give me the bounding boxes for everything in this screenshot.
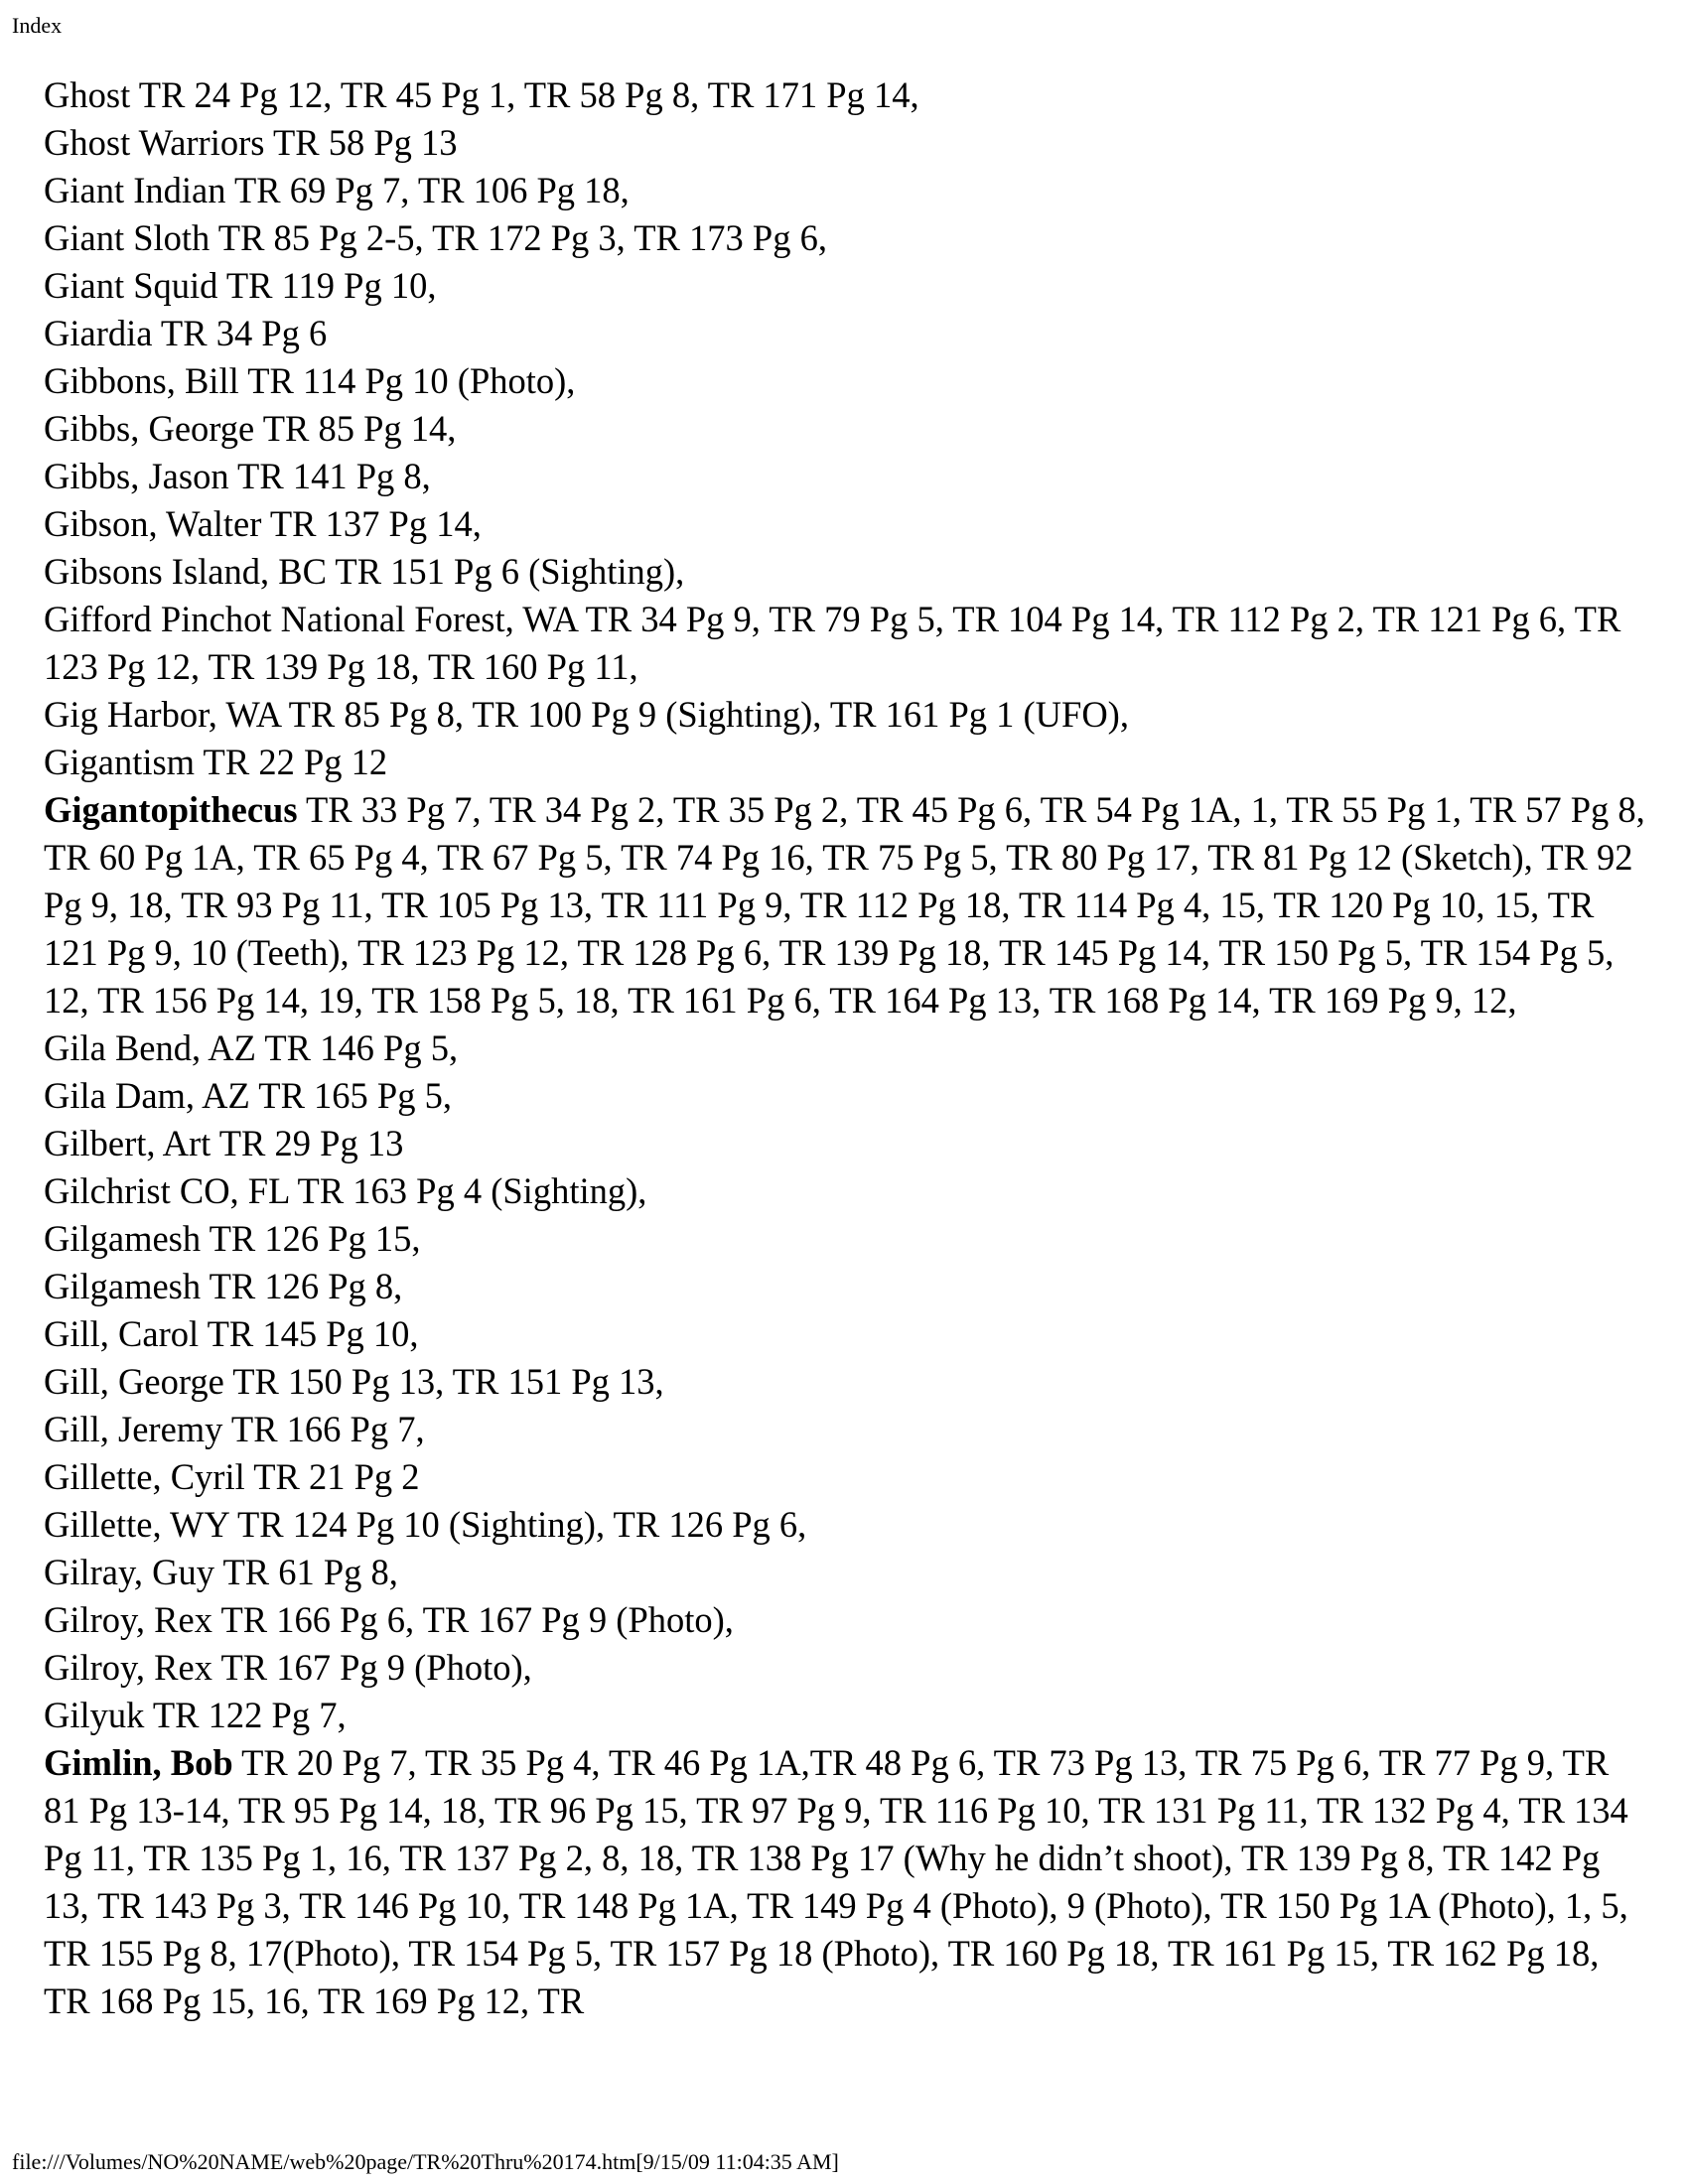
page-header-title: Index — [12, 13, 63, 38]
index-entry — [44, 119, 1652, 167]
index-references: TR 85 Pg 2-5, TR 172 Pg 3, TR 173 Pg 6, — [217, 217, 827, 258]
index-term: Gibbs, Jason — [44, 456, 229, 496]
index-references: TR 126 Pg 8, — [209, 1266, 403, 1306]
index-entry — [44, 1692, 1652, 1739]
index-term: Gill, Jeremy — [44, 1409, 223, 1449]
index-entry — [44, 786, 1652, 1024]
index-entry — [44, 1263, 1652, 1310]
index-term: Ghost — [44, 74, 131, 115]
index-entry — [44, 548, 1652, 596]
index-term: Gilgamesh — [44, 1218, 202, 1259]
index-references: TR 85 Pg 8, TR 100 Pg 9 (Sighting), TR 161 Pg 1 (UFO), — [288, 694, 1129, 735]
page-footer-url: file:///Volumes/NO%20NAME/web%20page/TR%20Thru%20174.htm[9/15/09 11:04:35 AM] — [12, 2149, 839, 2174]
index-references: TR 146 Pg 5, — [264, 1027, 459, 1068]
index-references: TR 114 Pg 10 (Photo), — [247, 360, 576, 401]
index-entry — [44, 691, 1652, 739]
index-entry — [44, 405, 1652, 453]
index-references: TR 21 Pg 2 — [253, 1456, 420, 1497]
index-references: TR 61 Pg 8, — [222, 1552, 398, 1592]
index-references: TR 166 Pg 7, — [230, 1409, 425, 1449]
index-entry — [44, 214, 1652, 262]
index-references: TR 119 Pg 10, — [225, 265, 437, 306]
index-entry — [44, 596, 1652, 691]
index-entry — [44, 1549, 1652, 1596]
index-entry — [44, 1644, 1652, 1692]
index-entry — [44, 357, 1652, 405]
index-entry — [44, 1310, 1652, 1358]
index-term: Gila Bend, AZ — [44, 1027, 256, 1068]
index-term: Gill, Carol — [44, 1313, 200, 1354]
index-term: Gilchrist CO, FL — [44, 1170, 290, 1211]
index-term: Gillette, WY — [44, 1504, 229, 1545]
index-term: Giant Squid — [44, 265, 218, 306]
index-entry — [44, 167, 1652, 214]
index-term: Gilray, Guy — [44, 1552, 214, 1592]
index-term: Gilyuk — [44, 1695, 145, 1735]
index-entry — [44, 310, 1652, 357]
index-references: TR 137 Pg 14, — [269, 503, 482, 544]
index-references: TR 167 Pg 9 (Photo), — [220, 1647, 532, 1688]
index-entry — [44, 453, 1652, 500]
index-references: TR 29 Pg 13 — [218, 1123, 404, 1163]
index-term: Gibson, Walter — [44, 503, 262, 544]
index-term: Gigantism — [44, 742, 196, 782]
index-entry — [44, 1406, 1652, 1453]
index-references: TR 58 Pg 13 — [272, 122, 458, 163]
index-term: Gigantopithecus — [44, 789, 298, 830]
index-references: TR 150 Pg 13, TR 151 Pg 13, — [232, 1361, 664, 1402]
index-term: Gilroy, Rex — [44, 1647, 212, 1688]
index-term: Gibsons Island, BC — [44, 551, 327, 592]
index-term: Giardia — [44, 313, 153, 353]
index-entry — [44, 500, 1652, 548]
index-references: TR 163 Pg 4 (Sighting), — [297, 1170, 647, 1211]
index-term: Gilroy, Rex — [44, 1599, 212, 1640]
index-entry — [44, 1358, 1652, 1406]
index-references: TR 33 Pg 7, TR 34 Pg 2, TR 35 Pg 2, TR 45 Pg 6, TR 54 Pg 1A, 1, TR 55 Pg 1, TR 57 Pg 8, TR 60 Pg 1A, TR 65 Pg 4, TR 67 Pg 5, TR 74 Pg 16, TR 75 Pg 5, TR 80 Pg 17, TR 81 Pg 12 (Sketch), TR 92 Pg 9, 18, TR 93 Pg 11, TR 105 Pg 13, TR 111 Pg 9, TR 112 Pg 18, TR 114 Pg 4, 15, TR 120 Pg 10, 15, TR 121 Pg 9, 10 (Teeth), TR 123 Pg 12, TR 128 Pg 6, TR 139 Pg 18, TR 145 Pg 14, TR 150 Pg 5, TR 154 Pg 5, 12, TR 156 Pg 14, 19, TR 158 Pg 5, 18, TR 161 Pg 6, TR 164 Pg 13, TR 168 Pg 14, TR 169 Pg 9, 12, — [44, 789, 1645, 1021]
index-references: TR 24 Pg 12, TR 45 Pg 1, TR 58 Pg 8, TR 171 Pg 14, — [138, 74, 919, 115]
index-term: Gila Dam, AZ — [44, 1075, 250, 1116]
index-term: Gilbert, Art — [44, 1123, 211, 1163]
index-term: Gig Harbor, WA — [44, 694, 281, 735]
index-entry — [44, 1453, 1652, 1501]
index-references: TR 145 Pg 10, — [207, 1313, 419, 1354]
index-entry — [44, 739, 1652, 786]
index-entry — [44, 1024, 1652, 1072]
index-term: Gibbs, George — [44, 408, 255, 449]
index-references: TR 85 Pg 14, — [262, 408, 457, 449]
index-term: Ghost Warriors — [44, 122, 265, 163]
index-term: Giant Sloth — [44, 217, 211, 258]
index-references: TR 151 Pg 6 (Sighting), — [335, 551, 685, 592]
index-entry — [44, 71, 1652, 119]
index-references: TR 22 Pg 12 — [203, 742, 388, 782]
index-entry — [44, 1739, 1652, 2025]
index-references: TR 34 Pg 6 — [160, 313, 328, 353]
index-entry — [44, 1596, 1652, 1644]
index-term: Gibbons, Bill — [44, 360, 239, 401]
index-entry — [44, 1167, 1652, 1215]
index-references: TR 165 Pg 5, — [258, 1075, 452, 1116]
index-entry-list — [44, 71, 1652, 2025]
index-term: Gilgamesh — [44, 1266, 202, 1306]
index-term: Gifford Pinchot National Forest, WA — [44, 599, 577, 639]
index-term: Gillette, Cyril — [44, 1456, 245, 1497]
index-references: TR 141 Pg 8, — [237, 456, 431, 496]
index-term: Gill, George — [44, 1361, 224, 1402]
index-references: TR 122 Pg 7, — [152, 1695, 347, 1735]
index-entry — [44, 1215, 1652, 1263]
index-references: TR 20 Pg 7, TR 35 Pg 4, TR 46 Pg 1A,TR 48 Pg 6, TR 73 Pg 13, TR 75 Pg 6, TR 77 Pg 9, TR 81 Pg 13-14, TR 95 Pg 14, 18, TR 96 Pg 15, TR 97 Pg 9, TR 116 Pg 10, TR 131 Pg 11, TR 132 Pg 4, TR 134 Pg 11, TR 135 Pg 1, 16, TR 137 Pg 2, 8, 18, TR 138 Pg 17 (Why he didn’t shoot), TR 139 Pg 8, TR 142 Pg 13, TR 143 Pg 3, TR 146 Pg 10, TR 148 Pg 1A, TR 149 Pg 4 (Photo), 9 (Photo), TR 150 Pg 1A (Photo), 1, 5, TR 155 Pg 8, 17(Photo), TR 154 Pg 5, TR 157 Pg 18 (Photo), TR 160 Pg 18, TR 161 Pg 15, TR 162 Pg 18, TR 168 Pg 15, 16, TR 169 Pg 12, TR — [44, 1742, 1628, 2021]
index-entry — [44, 1501, 1652, 1549]
index-references: TR 69 Pg 7, TR 106 Pg 18, — [233, 170, 630, 210]
index-references: TR 166 Pg 6, TR 167 Pg 9 (Photo), — [220, 1599, 734, 1640]
index-term: Gimlin, Bob — [44, 1742, 233, 1783]
index-term: Giant Indian — [44, 170, 226, 210]
index-references: TR 34 Pg 9, TR 79 Pg 5, TR 104 Pg 14, TR 112 Pg 2, TR 121 Pg 6, TR 123 Pg 12, TR 139 Pg 18, TR 160 Pg 11, — [44, 599, 1621, 687]
index-entry — [44, 1120, 1652, 1167]
index-references: TR 124 Pg 10 (Sighting), TR 126 Pg 6, — [236, 1504, 807, 1545]
index-entry — [44, 1072, 1652, 1120]
index-entry — [44, 262, 1652, 310]
index-references: TR 126 Pg 15, — [209, 1218, 421, 1259]
